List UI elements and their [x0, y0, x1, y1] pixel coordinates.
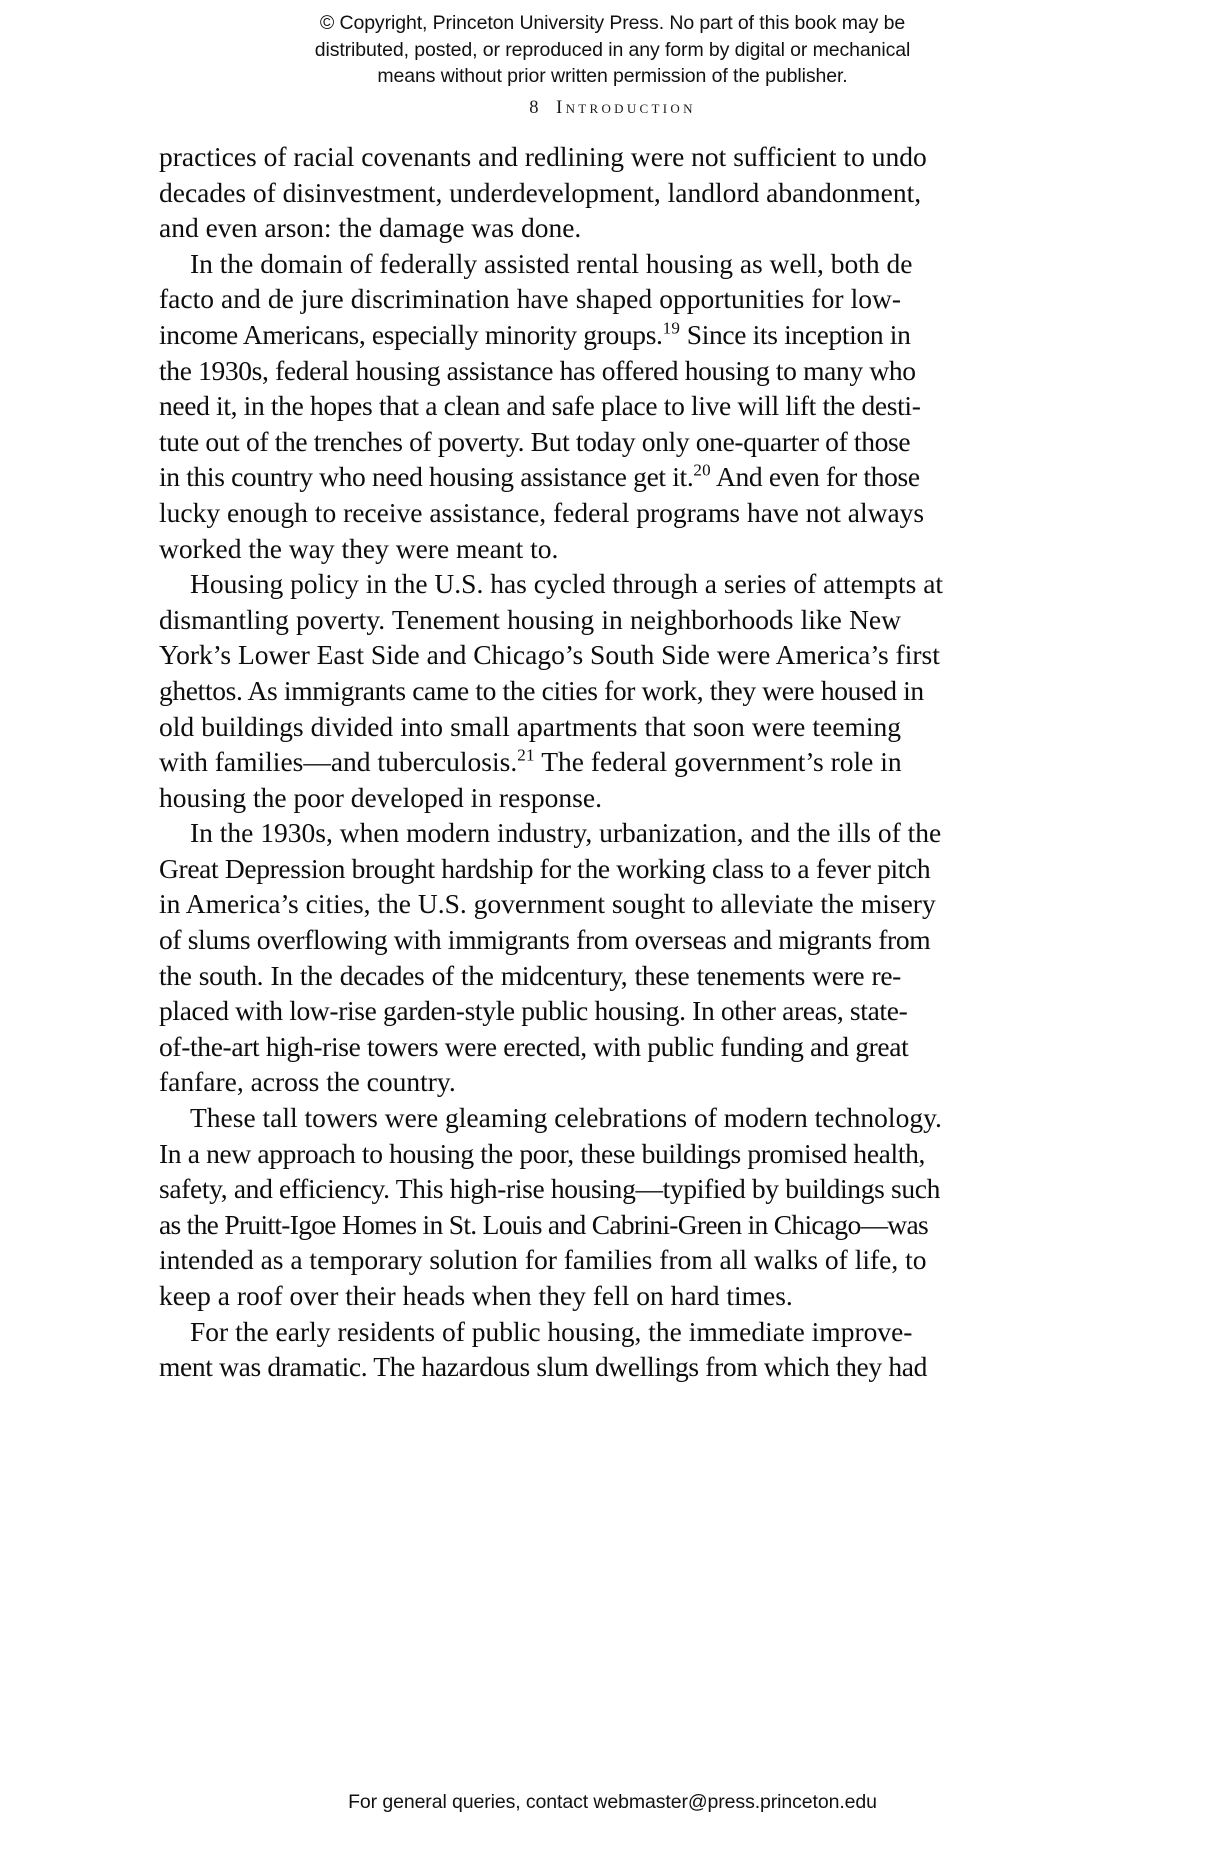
text-line: as the Pruitt-Igoe Homes in St. Louis and Cabrini-Green in Chicago—was — [159, 1208, 928, 1240]
footnote-marker-21: 21 — [517, 745, 535, 765]
text-line: In a new approach to housing the poor, these buildings promised health, — [159, 1137, 926, 1169]
copyright-line-1: © Copyright, Princeton University Press. No part of this book may be — [319, 12, 906, 34]
text-line: the 1930s, federal housing assistance has offered housing to many who — [159, 354, 916, 386]
text-line: housing the poor developed in response. — [159, 781, 602, 813]
text-line: tute out of the trenches of poverty. But today only one-quarter of those — [159, 425, 911, 457]
text-line: Housing policy in the U.S. has cycled through a series of attempts at — [190, 568, 944, 600]
text-line: of slums overflowing with immigrants from overseas and migrants from — [159, 924, 931, 956]
text-line: need it, in the hopes that a clean and safe place to live will lift the desti- — [159, 390, 921, 422]
text-line: intended as a temporary solution for families from all walks of life, to — [159, 1244, 927, 1276]
footnote-marker-19: 19 — [662, 318, 681, 338]
text-line: lucky enough to receive assistance, federal programs have not always — [159, 496, 925, 528]
text-line: fanfare, across the country. — [159, 1066, 456, 1098]
text-line: Great Depression brought hardship for the working class to a fever pitch — [159, 852, 931, 884]
text-line: In the 1930s, when modern industry, urbanization, and the ills of the — [190, 817, 942, 849]
text-line: York’s Lower East Side and Chicago’s South Side were America’s first — [159, 639, 940, 671]
text-line: For the early residents of public housing, the immediate improve- — [190, 1315, 913, 1347]
text-line: in America’s cities, the U.S. government sought to alleviate the misery — [159, 888, 936, 920]
copyright-line-2: distributed, posted, or reproduced in any form by digital or mechanical — [314, 38, 911, 61]
text-run: Since its inception in — [680, 318, 911, 350]
text-line: decades of disinvestment, underdevelopment, landlord abandonment, — [159, 176, 922, 208]
text-line: of-the-art high-rise towers were erected, with public funding and great — [159, 1030, 909, 1062]
running-head-title: Introduction — [555, 97, 696, 118]
text-line: worked the way they were meant to. — [159, 532, 559, 564]
paragraph-housing-policy — [159, 566, 944, 815]
paragraph-early-residents — [159, 1314, 927, 1385]
running-head — [0, 97, 1225, 119]
body-text-block — [159, 139, 944, 1385]
text-line: dismantling poverty. Tenement housing in neighborhoods like New — [159, 603, 901, 635]
text-line: ment was dramatic. The hazardous slum dwellings from which they had — [159, 1351, 927, 1383]
page-number: 8 — [529, 98, 539, 118]
text-run: income Americans, especially minority groups. — [159, 318, 663, 350]
copyright-notice — [0, 10, 1225, 90]
text-line: In the domain of federally assisted rental housing as well, both de — [190, 247, 913, 279]
text-line: keep a roof over their heads when they fell on hard times. — [159, 1280, 793, 1311]
text-line: These tall towers were gleaming celebrations of modern technology. — [190, 1102, 942, 1134]
paragraph-federally-assisted — [159, 246, 925, 566]
text-run: with families—and tuberculosis. — [159, 746, 518, 778]
footer-query-notice: For general queries, contact webmaster@press.princeton.edu — [348, 1791, 877, 1813]
footnote-marker-20: 20 — [693, 460, 711, 480]
text-line-with-footnote — [159, 459, 920, 495]
text-line: the south. In the decades of the midcentury, these tenements were re- — [159, 959, 901, 991]
text-run: The federal government’s role in — [534, 746, 902, 778]
paragraph-redlining — [159, 139, 927, 246]
text-line-with-footnote — [159, 744, 901, 780]
text-line: old buildings divided into small apartments that soon were teeming — [159, 710, 901, 742]
text-line: ghettos. As immigrants came to the cities for work, they were housed in — [159, 674, 924, 706]
text-line: and even arson: the damage was done. — [159, 212, 582, 244]
text-line-with-footnote — [159, 317, 911, 353]
copyright-line-3: means without prior written permission of the publisher. — [377, 65, 848, 87]
paragraph-1930s — [159, 815, 942, 1100]
text-run: And even for those — [711, 461, 920, 493]
text-line: facto and de jure discrimination have shaped opportunities for low- — [159, 283, 901, 315]
paragraph-tall-towers — [159, 1100, 942, 1314]
text-line: practices of racial covenants and redlining were not sufficient to undo — [159, 141, 927, 172]
text-line: placed with low-rise garden-style public housing. In other areas, state- — [159, 995, 908, 1027]
text-line: safety, and efficiency. This high-rise housing—typified by buildings such — [159, 1173, 940, 1205]
text-run: in this country who need housing assistance get it. — [159, 461, 694, 493]
